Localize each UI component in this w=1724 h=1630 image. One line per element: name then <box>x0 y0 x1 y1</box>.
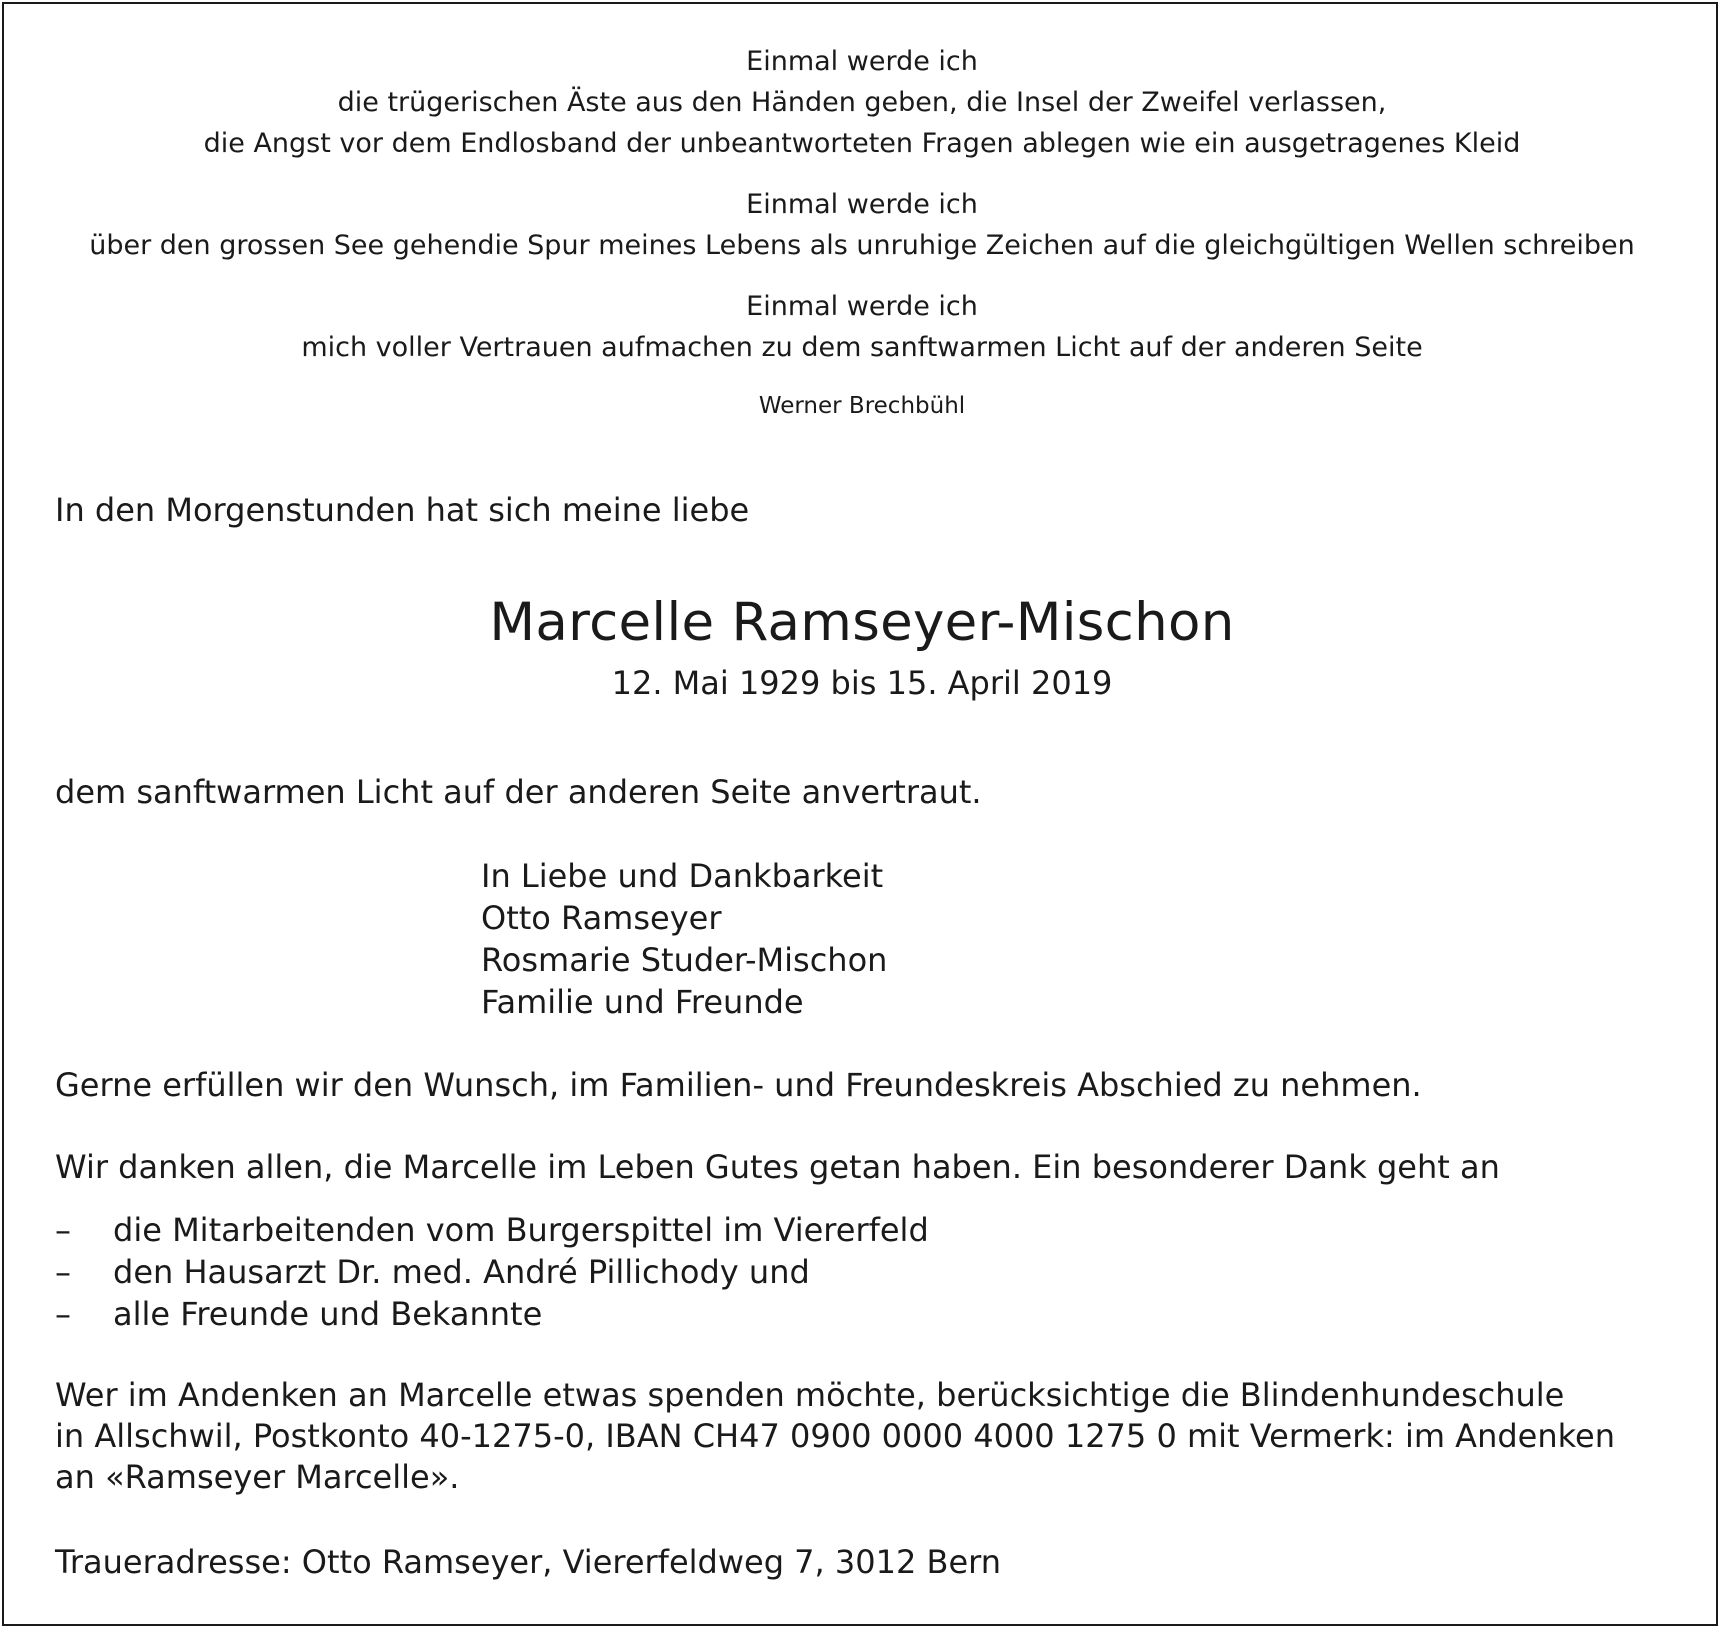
donation-line: an «Ramseyer Marcelle». <box>55 1458 460 1496</box>
poem-stanza-2 <box>0 184 1724 266</box>
list-dash: – <box>55 1211 71 1249</box>
signature-line: Rosmarie Studer-Mischon <box>481 941 888 979</box>
thanks-list <box>55 1209 929 1335</box>
poem-author: Werner Brechbühl <box>758 393 966 419</box>
signature-line: In Liebe und Dankbarkeit <box>481 857 884 895</box>
list-dash: – <box>55 1295 71 1333</box>
poem-line: mich voller Vertrauen aufmachen zu dem sanftwarmen Licht auf der anderen Seite <box>301 332 1423 363</box>
poem-stanza-3 <box>0 286 1724 368</box>
farewell-text: Gerne erfüllen wir den Wunsch, im Familien- und Freundeskreis Abschied zu nehmen. <box>55 1066 1422 1104</box>
poem-line: Einmal werde ich <box>746 189 978 220</box>
thanks-intro: Wir danken allen, die Marcelle im Leben Gutes getan haben. Ein besonderer Dank geht an <box>55 1148 1500 1186</box>
signature-block <box>481 855 887 1023</box>
poem-line: Einmal werde ich <box>746 291 978 322</box>
list-item-text: den Hausarzt Dr. med. André Pillichody und <box>113 1253 810 1291</box>
donation-text <box>55 1375 1695 1498</box>
life-dates: 12. Mai 1929 bis 15. April 2019 <box>611 664 1113 702</box>
poem-stanza-1 <box>0 41 1724 164</box>
mourning-address: Traueradresse: Otto Ramseyer, Viererfeldweg 7, 3012 Bern <box>55 1543 1001 1581</box>
list-item-text: alle Freunde und Bekannte <box>113 1295 543 1333</box>
deceased-name: Marcelle Ramseyer-Mischon <box>489 592 1235 653</box>
poem-line: Einmal werde ich <box>746 46 978 77</box>
donation-line: Wer im Andenken an Marcelle etwas spenden möchte, berücksichtige die Blindenhundeschule <box>55 1376 1565 1414</box>
list-item <box>55 1251 929 1293</box>
list-item <box>55 1293 929 1335</box>
signature-line: Familie und Freunde <box>481 983 804 1021</box>
poem-line: die Angst vor dem Endlosband der unbeantworteten Fragen ablegen wie ein ausgetragenes Kleid <box>203 128 1521 159</box>
list-dash: – <box>55 1253 71 1291</box>
poem-line: über den grossen See gehendie Spur meines Lebens als unruhige Zeichen auf die gleichgültigen Wellen schreiben <box>89 230 1635 261</box>
poem-line: die trügerischen Äste aus den Händen geben, die Insel der Zweifel verlassen, <box>337 87 1387 118</box>
outro-text: dem sanftwarmen Licht auf der anderen Seite anvertraut. <box>55 773 982 811</box>
list-item <box>55 1209 929 1251</box>
donation-line: in Allschwil, Postkonto 40-1275-0, IBAN CH47 0900 0000 4000 1275 0 mit Vermerk: im Andenken <box>55 1417 1615 1455</box>
list-item-text: die Mitarbeitenden vom Burgerspittel im Viererfeld <box>113 1211 929 1249</box>
intro-text: In den Morgenstunden hat sich meine liebe <box>55 491 750 529</box>
signature-line: Otto Ramseyer <box>481 899 722 937</box>
